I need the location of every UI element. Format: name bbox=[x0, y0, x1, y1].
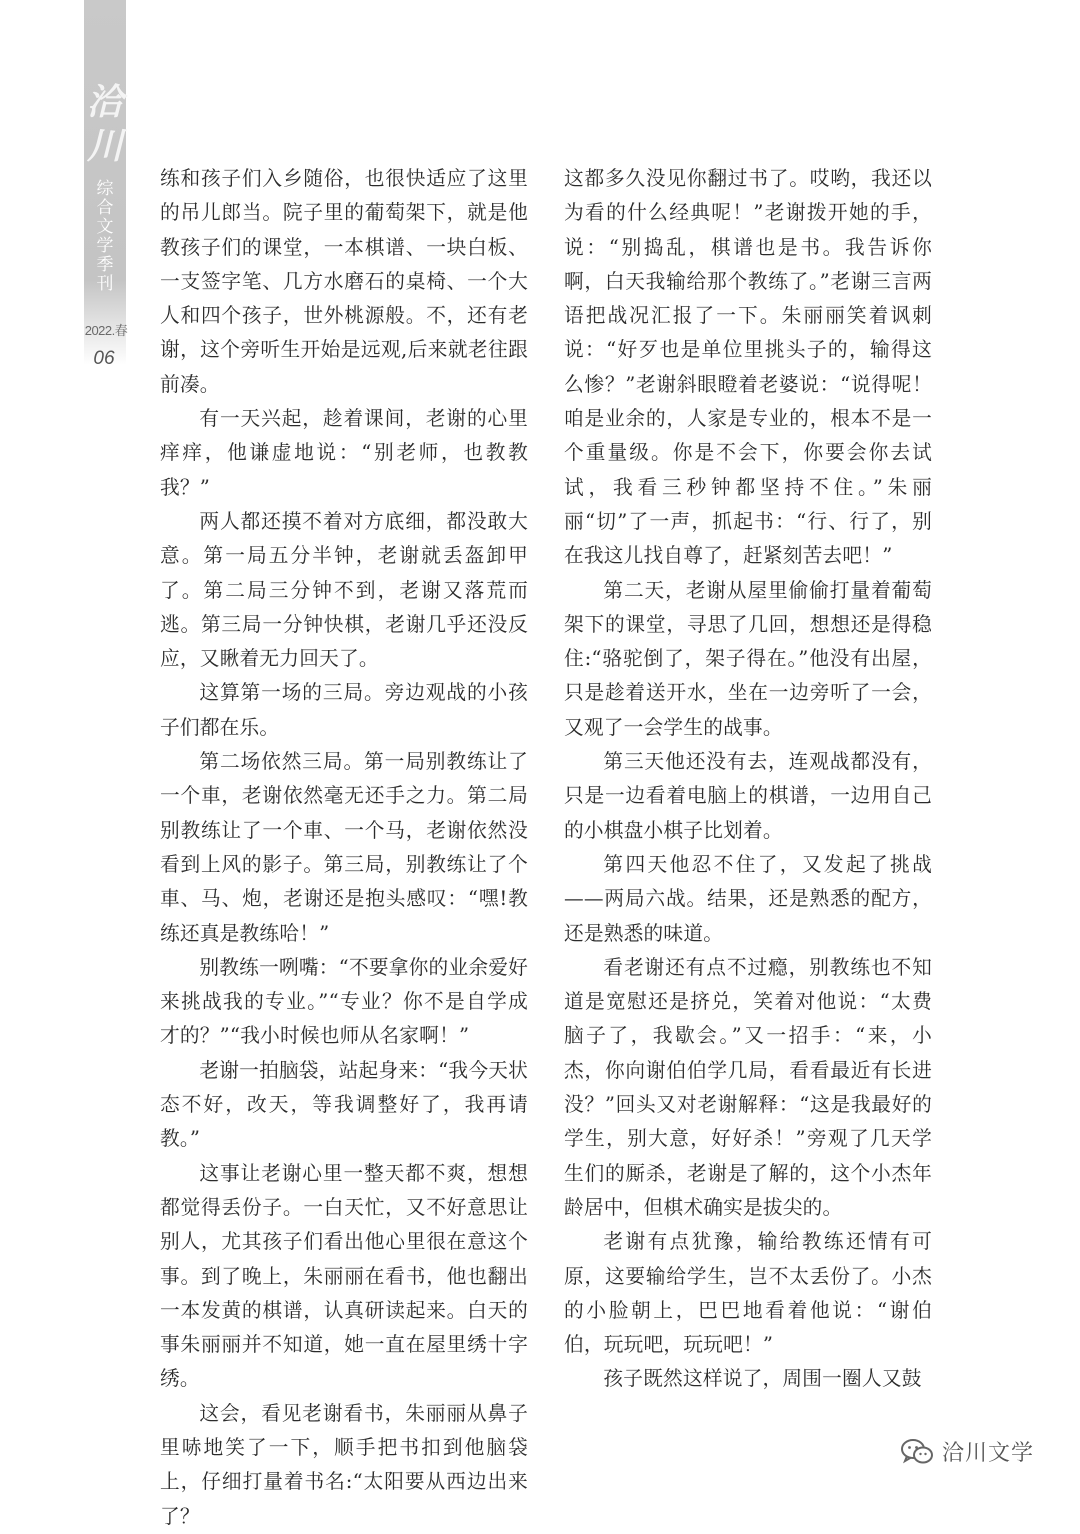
watermark bbox=[900, 1436, 1034, 1467]
paragraph: 别教练一咧嘴：“不要拿你的业余爱好来挑战我的专业。”“专业？你不是自学成才的？”“我小时候也师从名家啊！” bbox=[160, 955, 528, 1048]
paragraph: 有一天兴起，趁着课间，老谢的心里痒痒，他谦虚地说：“别老师，也教教我？” bbox=[160, 407, 528, 499]
paragraph: 第四天他忍不住了，又发起了挑战——两局六战。结果，还是熟悉的配方，还是熟悉的味道。 bbox=[564, 852, 932, 945]
right-text-column bbox=[564, 162, 932, 1397]
paragraph: 两人都还摸不着对方底细，都没敢大意。第一局五分半钟，老谢就丢盔卸甲了。第二局三分钟不到，老谢又落荒而逃。第三局一分钟快棋，老谢几乎还没反应，又瞅着无力回天了。 bbox=[160, 509, 528, 671]
wechat-icon bbox=[900, 1438, 934, 1466]
paragraph: 老谢有点犹豫，输给教练还情有可原，这要输给学生，岂不太丢份了。小杰的小脸朝上，巴巴地看着他说：“谢伯伯，玩玩吧，玩玩吧！” bbox=[564, 1230, 932, 1357]
magazine-subtitle-char: 季 bbox=[96, 255, 114, 275]
paragraph: 这算第一场的三局。旁边观战的小孩子们都在乐。 bbox=[160, 681, 528, 739]
left-text-column bbox=[160, 162, 528, 1534]
paragraph: 看老谢还有点不过瘾，别教练也不知道是宽慰还是挤兑，笑着对他说：“太费脑子了，我歇会。”又一招手：“来，小杰，你向谢伯伯学几局，看看最近有长进没？”回头又对老谢解释：“这是我最好的学生，别大意，好好杀！”旁观了几天学生们的厮杀，老谢是了解的，这个小杰年龄居中，但棋术确实是拔尖的。 bbox=[564, 955, 932, 1219]
magazine-subtitle-char: 学 bbox=[96, 236, 114, 256]
paragraph: 这都多久没见你翻过书了。哎哟，我还以为看的什么经典呢！”老谢拨开她的手，说：“别捣乱，棋谱也是书。我告诉你啊，白天我输给那个教练了。”老谢三言两语把战况汇报了一下。朱丽丽笑着讽刺说：“好歹也是单位里挑头子的，输得这么惨？”老谢斜眼瞪着老婆说：“说得呢！咱是业余的，人家是专业的，根本不是一个重量级。你是不会下，你要会你去试试，我看三秒钟都坚持不住。”朱丽丽“切”了一声，抓起书：“行、行了，别在我这儿找自尊了，赶紧刻苦去吧！” bbox=[564, 167, 932, 568]
magazine-title-char: 洽 bbox=[86, 81, 123, 123]
magazine-subtitle-char: 刊 bbox=[96, 274, 114, 294]
page-number: 06 bbox=[93, 348, 115, 369]
magazine-title-char: 川 bbox=[86, 125, 123, 167]
paragraph: 练和孩子们入乡随俗，也很快适应了这里的吊儿郎当。院子里的葡萄架下，就是他教孩子们的课堂，一本棋谱、一块白板、一支签字笔、几方水磨石的桌椅、一个大人和四个孩子，世外桃源般。不，还有老谢，这个旁听生开始是远观,后来就老往跟前凑。 bbox=[160, 167, 528, 396]
watermark-text: 洽川文学 bbox=[942, 1441, 1035, 1466]
paragraph: 老谢一拍脑袋，站起身来：“我今天状态不好，改天，等我调整好了，我再请教。” bbox=[160, 1058, 528, 1151]
paragraph: 第三天他还没有去，连观战都没有，只是一边看着电脑上的棋谱，一边用自己的小棋盘小棋子比划着。 bbox=[564, 750, 932, 842]
paragraph: 第二天，老谢从屋里偷偷打量着葡萄架下的课堂，寻思了几回，想想还是得稳住:“骆驼倒了，架子得在。”他没有出屋，只是趁着送开水，坐在一边旁听了一会，又观了一会学生的战事。 bbox=[564, 578, 932, 739]
paragraph: 这会，看见老谢看书，朱丽丽从鼻子里哧地笑了一下，顺手把书扣到他脑袋上，仔细打量着书名:“太阳要从西边出来了？ bbox=[160, 1401, 528, 1528]
paragraph: 第二场依然三局。第一局别教练让了一个車，老谢依然毫无还手之力。第二局别教练让了一个車、一个马，老谢依然没看到上风的影子。第三局，别教练让了个車、马、炮，老谢还是抱头感叹：“嘿!教练还真是教练哈！” bbox=[160, 750, 528, 945]
paragraph: 孩子既然这样说了，周围一圈人又鼓 bbox=[603, 1367, 922, 1391]
magazine-subtitle-char: 合 bbox=[96, 198, 114, 218]
paragraph: 这事让老谢心里一整天都不爽，想想都觉得丢份子。一白天忙，又不好意思让别人，尤其孩子们看出他心里很在意这个事。到了晚上，朱丽丽在看书，他也翻出一本发黄的棋谱，认真研读起来。白天的事朱丽丽并不知道，她一直在屋里绣十字绣。 bbox=[160, 1161, 528, 1391]
magazine-title bbox=[84, 80, 126, 168]
magazine-subtitle-char: 综 bbox=[96, 179, 114, 199]
magazine-subtitle-char: 文 bbox=[96, 217, 114, 237]
magazine-subtitle bbox=[84, 180, 126, 294]
issue-label: 2022.春 bbox=[84, 323, 128, 338]
